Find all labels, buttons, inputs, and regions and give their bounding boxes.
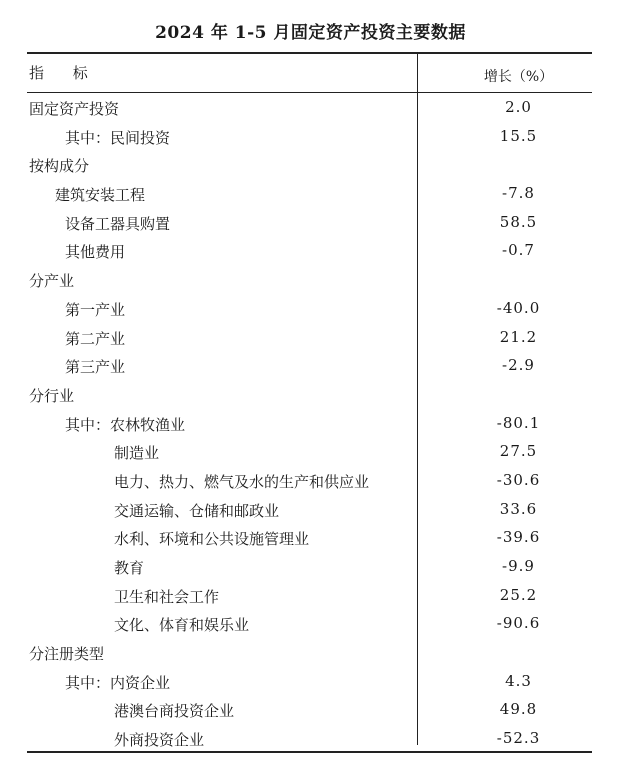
- table-row: [27, 552, 592, 581]
- table-row: [27, 437, 592, 466]
- row-label: 其中：民间投资: [65, 128, 171, 147]
- table-row: [27, 695, 592, 724]
- row-label: 建筑安装工程: [55, 186, 146, 205]
- table-row: [27, 495, 592, 524]
- row-value: 58.5: [499, 212, 538, 231]
- table-header: [27, 52, 592, 93]
- row-label: 分注册类型: [29, 645, 105, 664]
- row-label: 分行业: [29, 386, 75, 405]
- row-label: 固定资产投资: [29, 100, 120, 118]
- row-value: -2.9: [502, 356, 535, 375]
- row-value: -7.8: [502, 184, 535, 203]
- row-value: -9.9: [502, 557, 535, 575]
- row-value: 25.2: [499, 585, 538, 604]
- table-row: [27, 380, 592, 409]
- header-growth: 增长（%）: [483, 69, 554, 85]
- row-label: 其中：内资企业: [65, 673, 171, 692]
- row-value: 2.0: [505, 98, 532, 116]
- row-value: 27.5: [499, 442, 538, 461]
- row-label: 第一产业: [65, 300, 126, 319]
- table-row: [27, 323, 592, 352]
- table-row: [27, 122, 592, 151]
- row-label: 设备工器具购置: [65, 214, 171, 233]
- table-row: [27, 724, 592, 753]
- row-value: -0.7: [502, 241, 535, 260]
- row-value: -39.6: [496, 528, 541, 547]
- table-row: [27, 351, 592, 380]
- row-label: 制造业: [114, 444, 160, 463]
- table-row: [27, 294, 592, 323]
- table-row: [27, 208, 592, 237]
- row-value: 15.5: [499, 126, 538, 145]
- table-row: [27, 179, 592, 208]
- table-row: [27, 609, 592, 638]
- table-row: [27, 581, 592, 610]
- row-label: 分产业: [29, 272, 75, 291]
- row-value: 21.2: [499, 327, 538, 346]
- row-value: -52.3: [496, 729, 541, 748]
- data-table: [27, 52, 592, 753]
- row-label: 按构成分: [29, 157, 90, 176]
- table-row: [27, 466, 592, 495]
- row-label: 其中：农林牧渔业: [65, 415, 186, 434]
- row-label: 外商投资企业: [114, 731, 205, 750]
- table-row: [27, 409, 592, 438]
- table-body: [27, 93, 592, 753]
- table-row: [27, 265, 592, 294]
- row-label: 教育: [114, 559, 145, 577]
- table-row: [27, 93, 592, 122]
- row-value: 49.8: [499, 700, 538, 719]
- row-value: 33.6: [499, 499, 538, 518]
- row-label: 电力、热力、燃气及水的生产和供应业: [114, 472, 370, 491]
- row-label: 第三产业: [65, 358, 126, 377]
- row-value: -40.0: [496, 298, 541, 317]
- table-title: 2024 年 1-5 月固定资产投资主要数据: [155, 23, 466, 43]
- row-label: 其他费用: [65, 243, 126, 262]
- row-label: 水利、环境和公共设施管理业: [114, 530, 310, 549]
- table-row: [27, 236, 592, 265]
- header-indicator: 指 标: [29, 64, 100, 82]
- row-label: 卫生和社会工作: [114, 587, 220, 606]
- table-row: [27, 638, 592, 667]
- row-label: 第二产业: [65, 329, 126, 348]
- row-value: 4.3: [505, 671, 532, 690]
- row-label: 文化、体育和娱乐业: [114, 616, 250, 635]
- table-row: [27, 523, 592, 552]
- table-row: [27, 150, 592, 179]
- row-value: -30.6: [496, 470, 541, 489]
- row-value: -90.6: [496, 614, 541, 633]
- row-label: 港澳台商投资企业: [114, 702, 235, 721]
- table-row: [27, 667, 592, 696]
- row-value: -80.1: [496, 413, 541, 432]
- row-label: 交通运输、仓储和邮政业: [114, 501, 280, 520]
- table-bottom-rule: [27, 751, 592, 753]
